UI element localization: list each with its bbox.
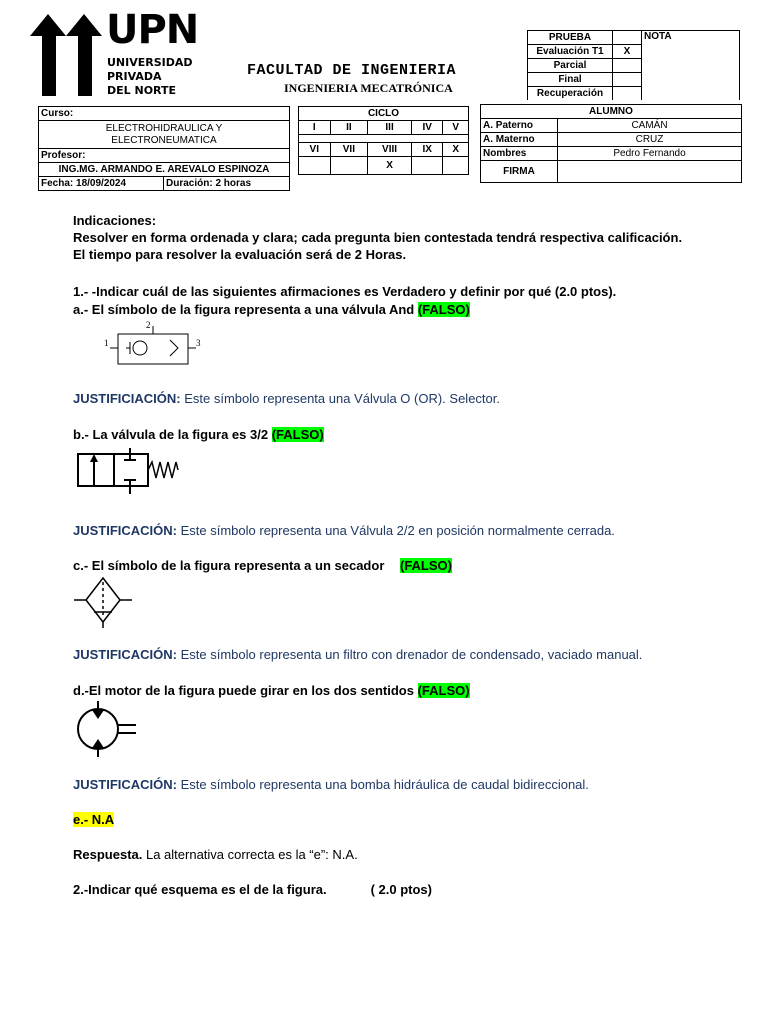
indications-line-1: Resolver en forma ordenada y clara; cada pregunta bien contestada tendrá respectiva calificación. (73, 230, 683, 245)
upn-logo-mark (30, 14, 102, 96)
prueba-row-mark (613, 87, 642, 101)
ciclo-cell: VIII (368, 143, 412, 157)
ciclo-cell: VI (299, 143, 331, 157)
prueba-row-label: Evaluación T1 (528, 45, 613, 59)
justification-c: JUSTIFICACIÓN: Este símbolo representa un filtro con drenador de condensado, vaciado manual. (73, 647, 643, 662)
ciclo-cell: V (443, 121, 469, 135)
question-1b: b.- La válvula de la figura es 3/2 (FALSO) (73, 427, 324, 442)
ciclo-cell (411, 157, 443, 175)
ciclo-cell (299, 157, 331, 175)
question-1d: d.-El motor de la figura puede girar en los dos sentidos (FALSO) (73, 683, 470, 698)
ciclo-title: CICLO (299, 107, 469, 121)
indications-title: Indicaciones: (73, 213, 157, 228)
ciclo-cell-selected: X (368, 157, 412, 175)
two-way-valve-symbol (74, 448, 182, 494)
question-2: 2.-Indicar qué esquema es el de la figura. ( 2.0 ptos) (73, 882, 432, 897)
answer-badge: (FALSO) (271, 427, 324, 442)
alumno-value: CAMÁN (558, 119, 742, 133)
firma-field (558, 161, 742, 183)
ciclo-cell (443, 157, 469, 175)
alumno-label: Nombres (481, 147, 558, 161)
alumno-value: Pedro Fernando (558, 147, 742, 161)
alumno-label: A. Paterno (481, 119, 558, 133)
curso-value: ELECTROHIDRAULICA Y ELECTRONEUMATICA (39, 121, 290, 149)
question-1e: e.- N.A (73, 812, 115, 827)
profesor-value: ING.MG. ARMANDO E. AREVALO ESPINOZA (39, 163, 290, 177)
answer-line: Respuesta. La alternativa correcta es la “e”: N.A. (73, 847, 358, 862)
prueba-header: PRUEBA (528, 31, 613, 45)
curso-label: Curso: (39, 107, 290, 121)
prueba-row-mark (613, 59, 642, 73)
alumno-value: CRUZ (558, 133, 742, 147)
profesor-label: Profesor: (39, 149, 290, 163)
filter-symbol (72, 574, 134, 628)
course-table (38, 106, 290, 191)
ciclo-cell: IV (411, 121, 443, 135)
or-valve-symbol (104, 318, 208, 368)
duracion-field: Duración: 2 horas (164, 177, 290, 191)
firma-label: FIRMA (481, 161, 558, 183)
question-1a: a.- El símbolo de la figura representa a una válvula And (FALSO) (73, 302, 470, 317)
alumno-table (480, 104, 742, 183)
ciclo-table (298, 106, 469, 175)
nota-header: NOTA (642, 31, 740, 101)
ciclo-cell: I (299, 121, 331, 135)
svg-text:1: 1 (104, 338, 109, 348)
prueba-table-wrap (527, 30, 741, 100)
prueba-row-label: Parcial (528, 59, 613, 73)
justification-d: JUSTIFICACIÓN: Este símbolo representa una bomba hidráulica de caudal bidireccional. (73, 777, 589, 792)
ciclo-cell: IX (411, 143, 443, 157)
question-1: 1.- -Indicar cuál de las siguientes afirmaciones es Verdadero y definir por qué (2.0 ptos). (73, 284, 617, 299)
answer-badge: (FALSO) (417, 302, 470, 317)
justification-b: JUSTIFICACIÓN: Este símbolo representa una Válvula 2/2 en posición normalmente cerrada. (73, 523, 615, 538)
indications-line-2: El tiempo para resolver la evaluación será de 2 Horas. (73, 247, 407, 262)
svg-text:3: 3 (196, 338, 201, 348)
prueba-row-label: Recuperación (528, 87, 613, 101)
bidirectional-pump-symbol (74, 701, 140, 757)
answer-badge: (FALSO) (399, 558, 452, 573)
answer-badge: (FALSO) (417, 683, 470, 698)
prueba-table (527, 30, 740, 100)
prueba-row-mark: X (613, 45, 642, 59)
prueba-row-label: Final (528, 73, 613, 87)
question-1c: c.- El símbolo de la figura representa a un secador (FALSO) (73, 558, 452, 573)
ciclo-cell: III (368, 121, 412, 135)
ciclo-cell: X (443, 143, 469, 157)
faculty-title: FACULTAD DE INGENIERIA (247, 62, 457, 79)
justification-a: JUSTIFICIACIÓN: Este símbolo representa una Válvula O (OR). Selector. (73, 391, 500, 406)
prueba-row-mark (613, 73, 642, 87)
alumno-label: A. Materno (481, 133, 558, 147)
fecha-field: Fecha: 18/09/2024 (39, 177, 164, 191)
ciclo-cell (330, 157, 368, 175)
logo-subtitle: UNIVERSIDAD PRIVADA DEL NORTE (107, 56, 193, 97)
svg-text:2: 2 (146, 320, 151, 330)
ciclo-cell: VII (330, 143, 368, 157)
ciclo-cell: II (330, 121, 368, 135)
alumno-title: ALUMNO (481, 105, 742, 119)
school-title: INGENIERIA MECATRÓNICA (284, 81, 453, 95)
logo-text: UPN (106, 7, 199, 53)
